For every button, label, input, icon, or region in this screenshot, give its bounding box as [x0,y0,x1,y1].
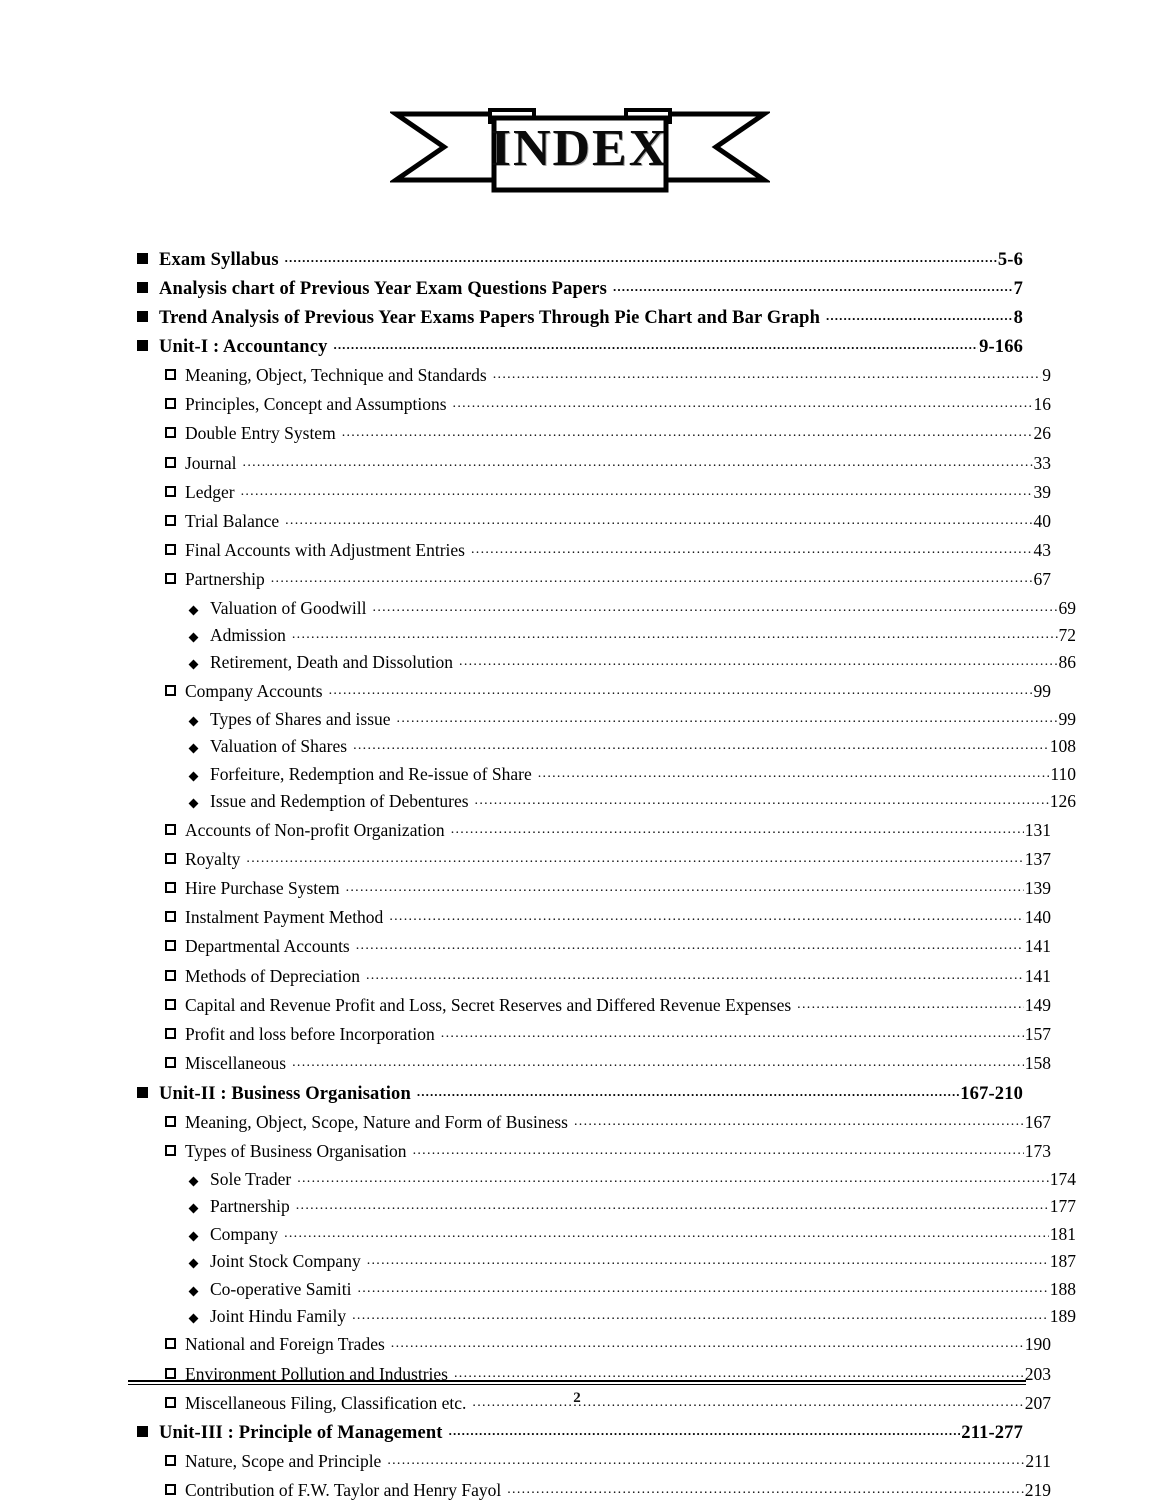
hollow-square-bullet-icon [165,1338,176,1349]
toc-entry[interactable] [165,817,1051,846]
hollow-square-bullet-icon [165,398,176,409]
toc-entry-page-number: 174 [1049,1168,1076,1189]
hollow-square-bullet-icon [165,882,176,893]
toc-entry-page-number: 7 [1013,279,1023,299]
toc-entry-label: Meaning, Object, Scope, Nature and Form of Business [185,1111,568,1132]
toc-entry[interactable] [137,275,1023,304]
toc-entry-label: Hire Purchase System [185,878,340,899]
toc-leader-dots [284,1221,1049,1246]
diamond-bullet-icon [189,744,199,754]
toc-entry[interactable] [190,623,1076,650]
toc-leader-dots [441,1021,1024,1047]
toc-entry[interactable] [165,479,1051,508]
toc-entry-page-number: 173 [1024,1140,1051,1161]
toc-entry-label: Joint Hindu Family [210,1305,347,1326]
toc-entry[interactable] [190,596,1076,623]
toc-entry[interactable] [190,1277,1076,1304]
toc-entry-label: Retirement, Death and Dissolution [210,652,454,673]
toc-entry-page-number: 189 [1049,1305,1076,1326]
footer-page-number: 2 [573,1390,581,1406]
toc-entry-page-number: 9 [1042,365,1051,385]
toc-entry-label: Analysis chart of Previous Year Exam Questions Papers [159,279,608,299]
toc-leader-dots [826,301,1013,330]
toc-entry[interactable] [165,1050,1051,1079]
toc-leader-dots [389,904,1023,930]
toc-entry-label: Co-operative Samiti [210,1278,352,1299]
toc-entry-page-number: 158 [1024,1053,1051,1074]
toc-entry-label: Nature, Scope and Principle [185,1450,382,1471]
diamond-bullet-icon [189,1176,199,1186]
filled-square-bullet-icon [137,340,148,351]
toc-entry[interactable] [165,846,1051,875]
page-title: INDEX [490,120,669,177]
toc-entry-label: Forfeiture, Redemption and Re-issue of Share [210,763,532,784]
toc-entry[interactable] [190,1167,1076,1194]
toc-leader-dots [449,1416,961,1445]
toc-entry-page-number: 188 [1049,1278,1076,1299]
toc-entry[interactable] [165,362,1051,391]
toc-entry-label: Environment Pollution and Industries [185,1363,448,1384]
diamond-bullet-icon [189,1204,199,1214]
toc-leader-dots [352,1303,1049,1328]
toc-leader-dots [241,479,1033,505]
toc-entry-label: Royalty [185,848,241,869]
toc-entry-label: Partnership [210,1196,290,1217]
toc-entry-page-number: 149 [1024,994,1051,1015]
diamond-bullet-icon [189,660,199,670]
toc-entry-label: Trend Analysis of Previous Year Exams Papers Through Pie Chart and Bar Graph [159,308,821,328]
hollow-square-bullet-icon [165,970,176,981]
toc-leader-dots [475,788,1049,813]
hollow-square-bullet-icon [165,1028,176,1039]
toc-entry-label: Joint Stock Company [210,1251,361,1272]
toc-leader-dots [342,420,1033,446]
diamond-bullet-icon [189,799,199,809]
hollow-square-bullet-icon [165,369,176,380]
toc-leader-dots [329,678,1033,704]
toc-entry[interactable] [190,707,1076,734]
toc-leader-dots [353,733,1049,758]
toc-entry-page-number: 140 [1024,907,1051,928]
toc-leader-dots [333,330,978,359]
diamond-bullet-icon [189,717,199,727]
toc-entry[interactable] [165,875,1051,904]
toc-entry-page-number: 33 [1033,452,1051,473]
toc-entry-label: National and Foreign Trades [185,1334,385,1355]
hollow-square-bullet-icon [165,1484,176,1495]
toc-entry-page-number: 141 [1024,965,1051,986]
toc-entry-page-number: 203 [1024,1363,1051,1384]
toc-leader-dots [613,272,1013,301]
toc-entry[interactable] [137,304,1023,333]
toc-entry-label: Valuation of Goodwill [210,597,367,618]
toc-leader-dots [271,566,1033,592]
toc-entry-label: Miscellaneous Filing, Classification etc. [185,1392,467,1413]
toc-entry-page-number: 167-210 [960,1083,1023,1104]
toc-entry-page-number: 190 [1024,1334,1051,1355]
toc-entry-label: Company Accounts [185,680,323,701]
toc-entry-page-number: 9-166 [979,337,1023,357]
toc-leader-dots [296,1193,1049,1218]
toc-leader-dots [366,963,1024,989]
diamond-bullet-icon [189,605,199,615]
hollow-square-bullet-icon [165,824,176,835]
filled-square-bullet-icon [137,253,148,264]
toc-entry-page-number: 207 [1024,1392,1051,1413]
footer-divider [128,1380,1026,1385]
diamond-bullet-icon [189,633,199,643]
toc-entry[interactable] [137,1419,1023,1448]
toc-entry[interactable] [165,678,1051,707]
toc-entry-label: Sole Trader [210,1168,292,1189]
hollow-square-bullet-icon [165,1145,176,1156]
toc-leader-dots [387,1448,1024,1474]
toc-entry-label: Unit-II : Business Organisation [159,1083,411,1104]
toc-entry[interactable] [165,450,1051,479]
toc-entry[interactable] [190,1194,1076,1221]
hollow-square-bullet-icon [165,1116,176,1127]
toc-leader-dots [574,1109,1024,1135]
toc-entry-label: Issue and Redemption of Debentures [210,791,469,812]
hollow-square-bullet-icon [165,940,176,951]
toc-leader-dots [285,508,1032,534]
toc-entry[interactable] [165,1331,1051,1360]
toc-entry-page-number: 67 [1033,569,1051,590]
toc-leader-dots [459,649,1057,674]
toc-leader-dots [453,391,1033,417]
hollow-square-bullet-icon [165,999,176,1010]
diamond-bullet-icon [189,1286,199,1296]
toc-leader-dots [356,933,1024,959]
toc-entry-page-number: 86 [1058,652,1076,673]
toc-leader-dots [413,1138,1024,1164]
toc-leader-dots [397,706,1058,731]
toc-entry[interactable] [137,1080,1023,1109]
toc-leader-dots [292,622,1058,647]
toc-entry[interactable] [190,1222,1076,1249]
toc-entry[interactable] [165,1448,1051,1477]
toc-leader-dots [451,817,1024,843]
toc-entry[interactable] [165,1138,1051,1167]
toc-entry-page-number: 137 [1024,848,1051,869]
toc-entry[interactable] [165,992,1051,1021]
toc-entry-label: Instalment Payment Method [185,907,384,928]
toc-entry[interactable] [165,904,1051,933]
toc-entry[interactable] [165,391,1051,420]
toc-entry-page-number: 181 [1049,1223,1076,1244]
toc-entry-label: Contribution of F.W. Taylor and Henry Fayol [185,1480,502,1501]
toc-entry-page-number: 219 [1024,1480,1051,1501]
toc-entry-label: Methods of Depreciation [185,965,360,986]
hollow-square-bullet-icon [165,486,176,497]
toc-entry[interactable] [190,789,1076,816]
toc-entry-label: Partnership [185,569,265,590]
toc-entry-page-number: 177 [1049,1196,1076,1217]
toc-entry-page-number: 16 [1033,394,1051,415]
hollow-square-bullet-icon [165,544,176,555]
toc-entry-label: Trial Balance [185,511,280,532]
toc-leader-dots [357,1276,1048,1301]
toc-entry-label: Types of Shares and issue [210,709,391,730]
toc-entry-page-number: 126 [1049,791,1076,812]
toc-entry-label: Unit-III : Principle of Management [159,1422,443,1443]
toc-entry-page-number: 141 [1024,936,1051,957]
filled-square-bullet-icon [137,1087,148,1098]
hollow-square-bullet-icon [165,853,176,864]
toc-entry[interactable] [137,246,1023,275]
hollow-square-bullet-icon [165,427,176,438]
toc-entry[interactable] [165,537,1051,566]
toc-entry-label: Unit-I : Accountancy [159,337,328,357]
hollow-square-bullet-icon [165,1057,176,1068]
table-of-contents [137,246,1076,1506]
toc-entry-label: Journal [185,452,237,473]
toc-entry-label: Capital and Revenue Profit and Loss, Secret Reserves and Differed Revenue Expenses [185,994,792,1015]
toc-entry[interactable] [190,734,1076,761]
toc-entry-label: Meaning, Object, Technique and Standards [185,365,487,385]
toc-entry-page-number: 99 [1033,680,1051,701]
toc-entry[interactable] [190,762,1076,789]
toc-entry[interactable] [165,508,1051,537]
toc-entry-page-number: 211-277 [961,1422,1023,1443]
toc-entry-page-number: 5-6 [997,250,1023,270]
toc-entry-page-number: 39 [1033,481,1051,502]
toc-entry[interactable] [165,1477,1051,1506]
toc-entry-page-number: 26 [1033,423,1051,444]
toc-entry[interactable] [165,1109,1051,1138]
toc-entry[interactable] [190,1304,1076,1331]
toc-entry-label: Accounts of Non-profit Organization [185,819,445,840]
hollow-square-bullet-icon [165,573,176,584]
toc-leader-dots [297,1166,1049,1191]
hollow-square-bullet-icon [165,1455,176,1466]
toc-entry[interactable] [165,963,1051,992]
toc-leader-dots [538,761,1050,786]
toc-leader-dots [417,1077,959,1106]
toc-leader-dots [797,992,1024,1018]
toc-entry-label: Company [210,1223,279,1244]
toc-leader-dots [507,1477,1024,1503]
toc-leader-dots [285,243,997,272]
toc-leader-dots [246,846,1023,872]
toc-entry-label: Admission [210,625,286,646]
toc-entry-page-number: 187 [1049,1251,1076,1272]
toc-leader-dots [493,362,1042,388]
filled-square-bullet-icon [137,311,148,322]
toc-entry-page-number: 99 [1058,709,1076,730]
toc-entry[interactable] [165,566,1051,595]
toc-leader-dots [243,450,1033,476]
toc-entry-page-number: 167 [1024,1111,1051,1132]
toc-entry[interactable] [165,1021,1051,1050]
toc-leader-dots [292,1050,1024,1076]
toc-entry-label: Miscellaneous [185,1053,287,1074]
toc-leader-dots [471,537,1033,563]
toc-entry[interactable] [190,1249,1076,1276]
toc-entry-page-number: 108 [1049,736,1076,757]
toc-entry[interactable] [190,650,1076,677]
toc-entry-label: Departmental Accounts [185,936,350,957]
diamond-bullet-icon [189,771,199,781]
toc-entry[interactable] [165,933,1051,962]
toc-entry-page-number: 157 [1024,1024,1051,1045]
hollow-square-bullet-icon [165,911,176,922]
toc-entry-page-number: 43 [1033,540,1051,561]
hollow-square-bullet-icon [165,515,176,526]
filled-square-bullet-icon [137,282,148,293]
toc-entry-label: Types of Business Organisation [185,1140,407,1161]
toc-entry-page-number: 139 [1024,878,1051,899]
toc-leader-dots [367,1248,1049,1273]
diamond-bullet-icon [189,1313,199,1323]
toc-entry-label: Double Entry System [185,423,336,444]
toc-entry-page-number: 72 [1058,625,1076,646]
toc-entry-page-number: 40 [1033,511,1051,532]
toc-leader-dots [346,875,1024,901]
toc-entry-page-number: 211 [1025,1450,1051,1471]
hollow-square-bullet-icon [165,685,176,696]
hollow-square-bullet-icon [165,457,176,468]
toc-entry-page-number: 131 [1024,819,1051,840]
toc-entry-page-number: 110 [1050,763,1076,784]
toc-entry-label: Principles, Concept and Assumptions [185,394,447,415]
toc-entry-label: Profit and loss before Incorporation [185,1024,435,1045]
toc-entry-page-number: 8 [1013,308,1023,328]
filled-square-bullet-icon [137,1426,148,1437]
toc-entry-page-number: 69 [1058,597,1076,618]
toc-entry[interactable] [137,333,1023,362]
diamond-bullet-icon [189,1259,199,1269]
toc-entry-label: Final Accounts with Adjustment Entries [185,540,465,561]
toc-entry[interactable] [165,1361,1051,1390]
toc-entry[interactable] [165,420,1051,449]
hollow-square-bullet-icon [165,1368,176,1379]
toc-entry-label: Exam Syllabus [159,250,279,270]
toc-leader-dots [373,595,1058,620]
diamond-bullet-icon [189,1231,199,1241]
toc-leader-dots [391,1331,1024,1357]
toc-entry-label: Valuation of Shares [210,736,348,757]
toc-entry-label: Ledger [185,481,235,502]
